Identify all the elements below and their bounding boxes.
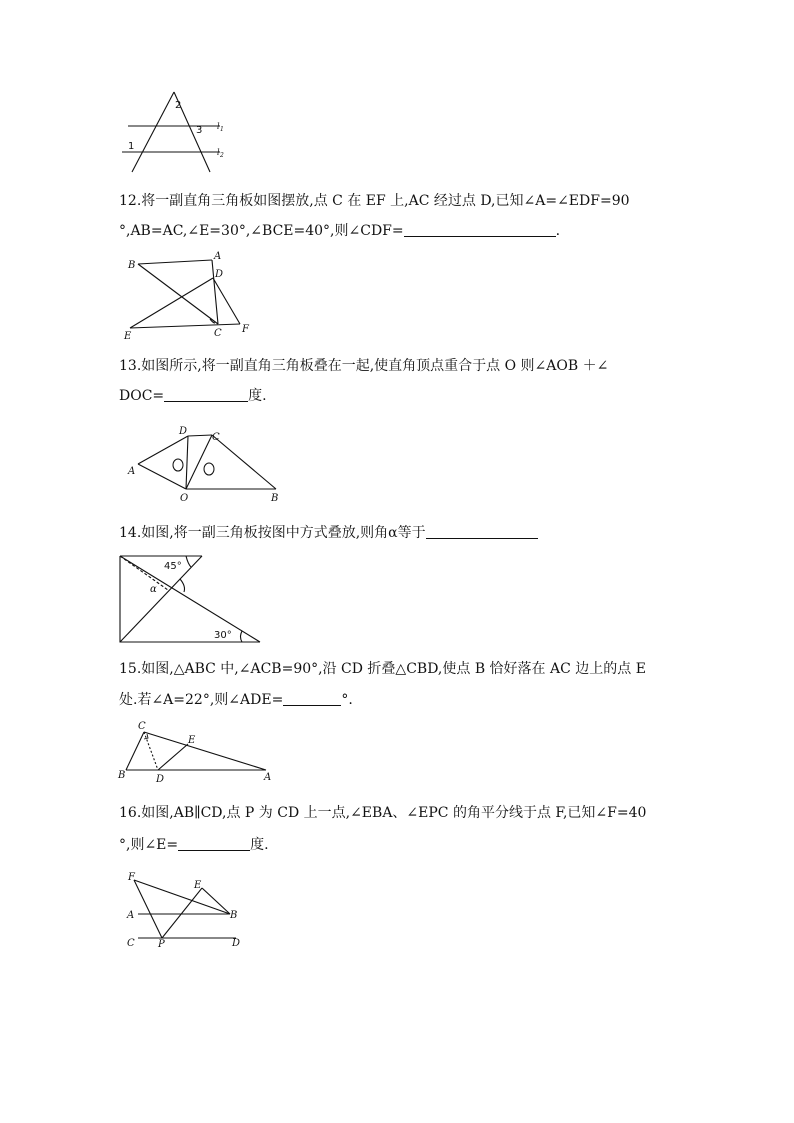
line-label-l2-sub: 2 (220, 152, 224, 159)
answer-blank-16[interactable] (178, 836, 250, 851)
segment-DO (186, 436, 188, 489)
question-13-line-2 (119, 387, 267, 405)
figure-parallel-lines-16 (118, 866, 248, 952)
segment-AO (138, 464, 186, 489)
segment-BC (126, 732, 144, 770)
segment-OC (186, 435, 212, 489)
point-F: F (242, 324, 249, 335)
question-12-end: . (555, 223, 561, 239)
alpha-arc (180, 579, 185, 592)
segment-PE (162, 888, 202, 938)
question-15-line-2 (119, 691, 353, 709)
segment-CB (212, 435, 276, 489)
question-15-line-1: 15.如图,△ABC 中,∠ACB=90°,沿 CD 折叠△CBD,使点 B 恰好落在 AC 边上的点 E (119, 661, 646, 677)
point-D: D (232, 938, 241, 949)
point-A: A (128, 466, 136, 477)
fold-line-CD (144, 732, 158, 770)
point-C: C (214, 328, 222, 339)
point-A: A (264, 772, 272, 783)
figure-triangle-boards-14 (118, 552, 264, 646)
point-E: E (124, 331, 132, 342)
point-B: B (128, 260, 136, 271)
point-C: C (212, 432, 220, 443)
segment-DE (158, 744, 188, 770)
answer-blank-12[interactable] (404, 222, 556, 237)
point-P: P (158, 939, 165, 950)
board-hole-left (173, 459, 183, 471)
question-13-end: 度. (248, 388, 267, 404)
point-D: D (156, 774, 165, 785)
question-16-text: °,则∠E= (119, 837, 179, 853)
answer-blank-14[interactable] (426, 524, 538, 539)
question-16-end: 度. (250, 837, 269, 853)
angle-30-arc (241, 631, 243, 642)
answer-blank-13[interactable] (164, 387, 248, 402)
angle-45-arc (186, 556, 191, 567)
question-12-line-2 (119, 222, 560, 240)
segment-ED (130, 278, 213, 328)
segment-BA (138, 260, 212, 264)
question-15-text: 处.若∠A=22°,则∠ADE= (119, 692, 284, 708)
figure-triangle-boards-13 (124, 424, 284, 506)
line-label-l1: l (217, 122, 220, 131)
angle-label-45: 45° (164, 561, 182, 572)
point-B: B (118, 770, 126, 781)
question-13-line-1: 13.如图所示,将一副直角三角板叠在一起,使直角顶点重合于点 O 则∠AOB ＋∠ (119, 358, 609, 374)
question-14-text: 14.如图,将一副三角板按图中方式叠放,则角α等于 (119, 525, 426, 541)
angle-label-1: 1 (128, 141, 135, 152)
segment-DC (188, 435, 212, 436)
question-16-line-1: 16.如图,AB∥CD,点 P 为 CD 上一点,∠EBA、∠EPC 的角平分线于点 F,已知∠F=40 (119, 805, 647, 821)
question-14-line-1 (119, 524, 538, 542)
point-C: C (138, 721, 146, 732)
point-E: E (188, 735, 196, 746)
board-hole-right (204, 463, 214, 475)
segment-EB (202, 888, 230, 914)
figure-parallel-lines-angles (118, 88, 228, 176)
line-label-l1-sub: 1 (220, 126, 224, 133)
transversal-left (132, 92, 174, 172)
figure-triangle-boards-12 (118, 248, 258, 344)
figure-fold-triangle-15 (118, 718, 274, 786)
question-16-line-2 (119, 836, 269, 854)
question-12-line-1: 12.将一副直角三角板如图摆放,点 C 在 EF 上,AC 经过点 D,已知∠A=∠EDF=90 (119, 193, 630, 209)
point-O: O (180, 493, 189, 504)
point-B: B (230, 910, 238, 921)
point-D: D (215, 269, 224, 280)
angle-label-2: 2 (175, 100, 182, 111)
question-15-end: °. (341, 692, 353, 708)
point-C: C (127, 938, 135, 949)
point-F: F (128, 872, 135, 883)
question-13-text: DOC= (119, 388, 165, 404)
answer-blank-15[interactable] (283, 691, 341, 706)
point-A: A (214, 251, 222, 262)
angle-label-30: 30° (214, 630, 232, 641)
point-A: A (127, 910, 135, 921)
point-B: B (271, 493, 279, 504)
question-12-text: °,AB=AC,∠E=30°,∠BCE=40°,则∠CDF= (119, 223, 404, 239)
line-label-l2: l (217, 148, 220, 157)
segment-BC (138, 264, 218, 324)
point-E: E (194, 880, 202, 891)
segment-CA (144, 732, 266, 770)
hidden-edge-dashed (120, 556, 168, 590)
segment-EF (130, 324, 240, 328)
point-D: D (179, 426, 188, 437)
angle-label-3: 3 (196, 125, 203, 136)
angle-label-alpha: α (150, 584, 157, 595)
